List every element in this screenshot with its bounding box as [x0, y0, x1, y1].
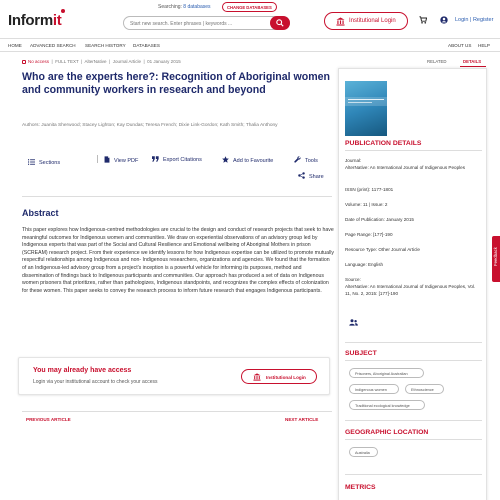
- source-value: AlterNative: An International Journal of Indigenous Peoples, Vol. 11, No. 2, 2015: [177]-190: [345, 284, 476, 296]
- cover-subtitle-line: [348, 102, 372, 103]
- cover-title-line: [348, 99, 384, 100]
- main-nav: [0, 38, 500, 52]
- divider: [345, 342, 482, 343]
- article-type: Journal Article: [112, 59, 141, 64]
- access-status: No access: [28, 59, 50, 64]
- star-icon: [222, 156, 229, 163]
- full-text-label: FULL TEXT: [55, 59, 79, 64]
- search-box: [123, 16, 290, 30]
- search-input[interactable]: [130, 19, 270, 28]
- geographic-location-heading: GEOGRAPHIC LOCATION: [345, 429, 429, 436]
- subject-chip[interactable]: Ethnoscience: [405, 384, 444, 394]
- institution-icon: [253, 373, 261, 381]
- tab-details[interactable]: DETAILS: [463, 59, 482, 64]
- add-to-favourite-button[interactable]: Add to Favourite: [222, 156, 273, 164]
- searching-databases: Searching: 8 databases: [158, 4, 211, 10]
- view-pdf-button[interactable]: View PDF: [104, 156, 138, 164]
- divider: [345, 420, 482, 421]
- divider: [345, 360, 482, 361]
- wrench-icon: [294, 156, 301, 163]
- next-article-link[interactable]: NEXT ARTICLE: [285, 417, 319, 422]
- quote-icon: [152, 156, 159, 162]
- search-icon: [276, 19, 284, 27]
- institution-icon: [336, 17, 345, 26]
- informit-logo[interactable]: Informit: [8, 12, 61, 29]
- publication-date: Date of Publication: January 2015: [345, 217, 414, 222]
- authors-list[interactable]: Juanita Sherwood; Stacey Lighton; Kay Dundas; Teresa French; Dixie Link-Gordon; Kath Smith; Thalia Anthony: [41, 123, 278, 128]
- nav-item-databases[interactable]: DATABASES: [133, 43, 160, 48]
- article-title: Who are the experts here?: Recognition of Aboriginal women and community workers in research and beyond: [22, 71, 331, 96]
- article-meta: No access | FULL TEXT | AlterNative | Journal Article | 01 January 2015: [22, 59, 181, 64]
- feedback-tab[interactable]: Feedback: [492, 236, 500, 282]
- databases-count-link[interactable]: 8 databases: [183, 4, 211, 10]
- tools-button[interactable]: Tools: [294, 156, 318, 164]
- abstract-heading: Abstract: [22, 208, 59, 218]
- lock-icon: [22, 60, 26, 64]
- list-icon: [28, 159, 35, 165]
- source-label: Source:: [345, 277, 361, 282]
- journal-cover-image: [345, 81, 387, 136]
- institutional-login-button[interactable]: Institutional Login: [324, 12, 408, 30]
- journal-label: Journal:: [345, 158, 362, 163]
- document-icon: [104, 156, 110, 163]
- access-text: Login via your institutional account to check your access: [33, 379, 158, 385]
- source-name: AlterNative: [84, 59, 107, 64]
- divider: [22, 196, 332, 197]
- subject-chip[interactable]: Traditional ecological knowledge: [349, 400, 425, 410]
- tab-related[interactable]: RELATED: [427, 59, 447, 64]
- divider: [345, 150, 482, 151]
- page-range: Page Range: [177]-190: [345, 232, 393, 237]
- location-chip[interactable]: Australia: [349, 447, 378, 457]
- volume-issue: Volume: 11 | Issue: 2: [345, 202, 388, 207]
- change-databases-button[interactable]: CHANGE DATABASES: [222, 2, 277, 12]
- people-icon[interactable]: [349, 319, 358, 326]
- share-button[interactable]: Share: [298, 172, 324, 180]
- publication-details-heading: PUBLICATION DETAILS: [345, 140, 422, 147]
- nav-item-home[interactable]: HOME: [8, 43, 22, 48]
- nav-item-advanced-search[interactable]: ADVANCED SEARCH: [30, 43, 76, 48]
- issn: ISSN (print): 1177-1801: [345, 187, 394, 192]
- nav-item-help[interactable]: HELP: [478, 43, 491, 48]
- subject-heading: SUBJECT: [345, 350, 377, 357]
- metrics-heading: METRICS: [345, 484, 376, 491]
- previous-article-link[interactable]: PREVIOUS ARTICLE: [26, 417, 71, 422]
- authors: Authors: Juanita Sherwood; Stacey Lighton; Kay Dundas; Teresa French; Dixie Link-Gordon; Kath Smith; Thalia Anthony: [22, 123, 278, 128]
- sections-button[interactable]: Sections: [28, 159, 60, 166]
- logo-dot: [61, 9, 65, 13]
- access-notice: [18, 357, 330, 395]
- export-citations-button[interactable]: Export Citations: [152, 156, 202, 163]
- cart-icon[interactable]: [419, 16, 427, 24]
- resource-type: Resource Type: Other Journal Article: [345, 247, 420, 252]
- nav-item-search-history[interactable]: SEARCH HISTORY: [85, 43, 126, 48]
- divider: [22, 411, 332, 412]
- divider: [345, 474, 482, 475]
- user-icon[interactable]: [440, 16, 448, 24]
- article-toolbar: [22, 156, 332, 182]
- details-panel[interactable]: [338, 68, 487, 500]
- subject-chip[interactable]: Indigenous women: [349, 384, 399, 394]
- journal-value[interactable]: AlterNative: An International Journal of Indigenous Peoples: [345, 165, 466, 170]
- share-icon: [298, 172, 305, 179]
- header: [0, 0, 500, 38]
- nav-item-about-us[interactable]: ABOUT US: [448, 43, 472, 48]
- article-date: 01 January 2015: [147, 59, 181, 64]
- divider: [345, 439, 482, 440]
- access-heading: You may already have access: [33, 367, 132, 374]
- abstract-text: This paper explores how Indigenous-centred methodologies are crucial to the design and conduct of research projects that seek to have meaningful outcomes for Indigenous women and communities. We draw on experiential observations of an advisory group led by Indigenous experts that was part of the Social and Cultural Resilience and Emotional wellbeing of Aboriginal Mothers in prison (SCREAM) research project. From their experience we identify lessons for how Indigenous expertise can be utilized to promote mutually respectful relationships among Indigenous and non- Indigenous researchers, organizations and agencies. We found that the formation of an Indigenous-led advisory group from a project's inception is a powerful vehicle for informing its purposes, method and dissemination of findings back to Indigenous participants and communities. Our approach has produced a set of data on Indigenous women prisoners that prioritizes, rather than pathologizes, Indigenous standpoints, and recognizes the complex effects of colonization for these women. This paper seeks to convey the research process to inform future research that engages Indigenous participants.: [22, 227, 334, 294]
- language: Language: English: [345, 262, 384, 267]
- subject-chip[interactable]: Prisoners, Aboriginal Australian: [349, 368, 424, 378]
- login-register-link[interactable]: Login | Register: [455, 17, 494, 23]
- access-institutional-login-button[interactable]: Institutional Login: [241, 369, 317, 384]
- search-button[interactable]: [270, 16, 290, 30]
